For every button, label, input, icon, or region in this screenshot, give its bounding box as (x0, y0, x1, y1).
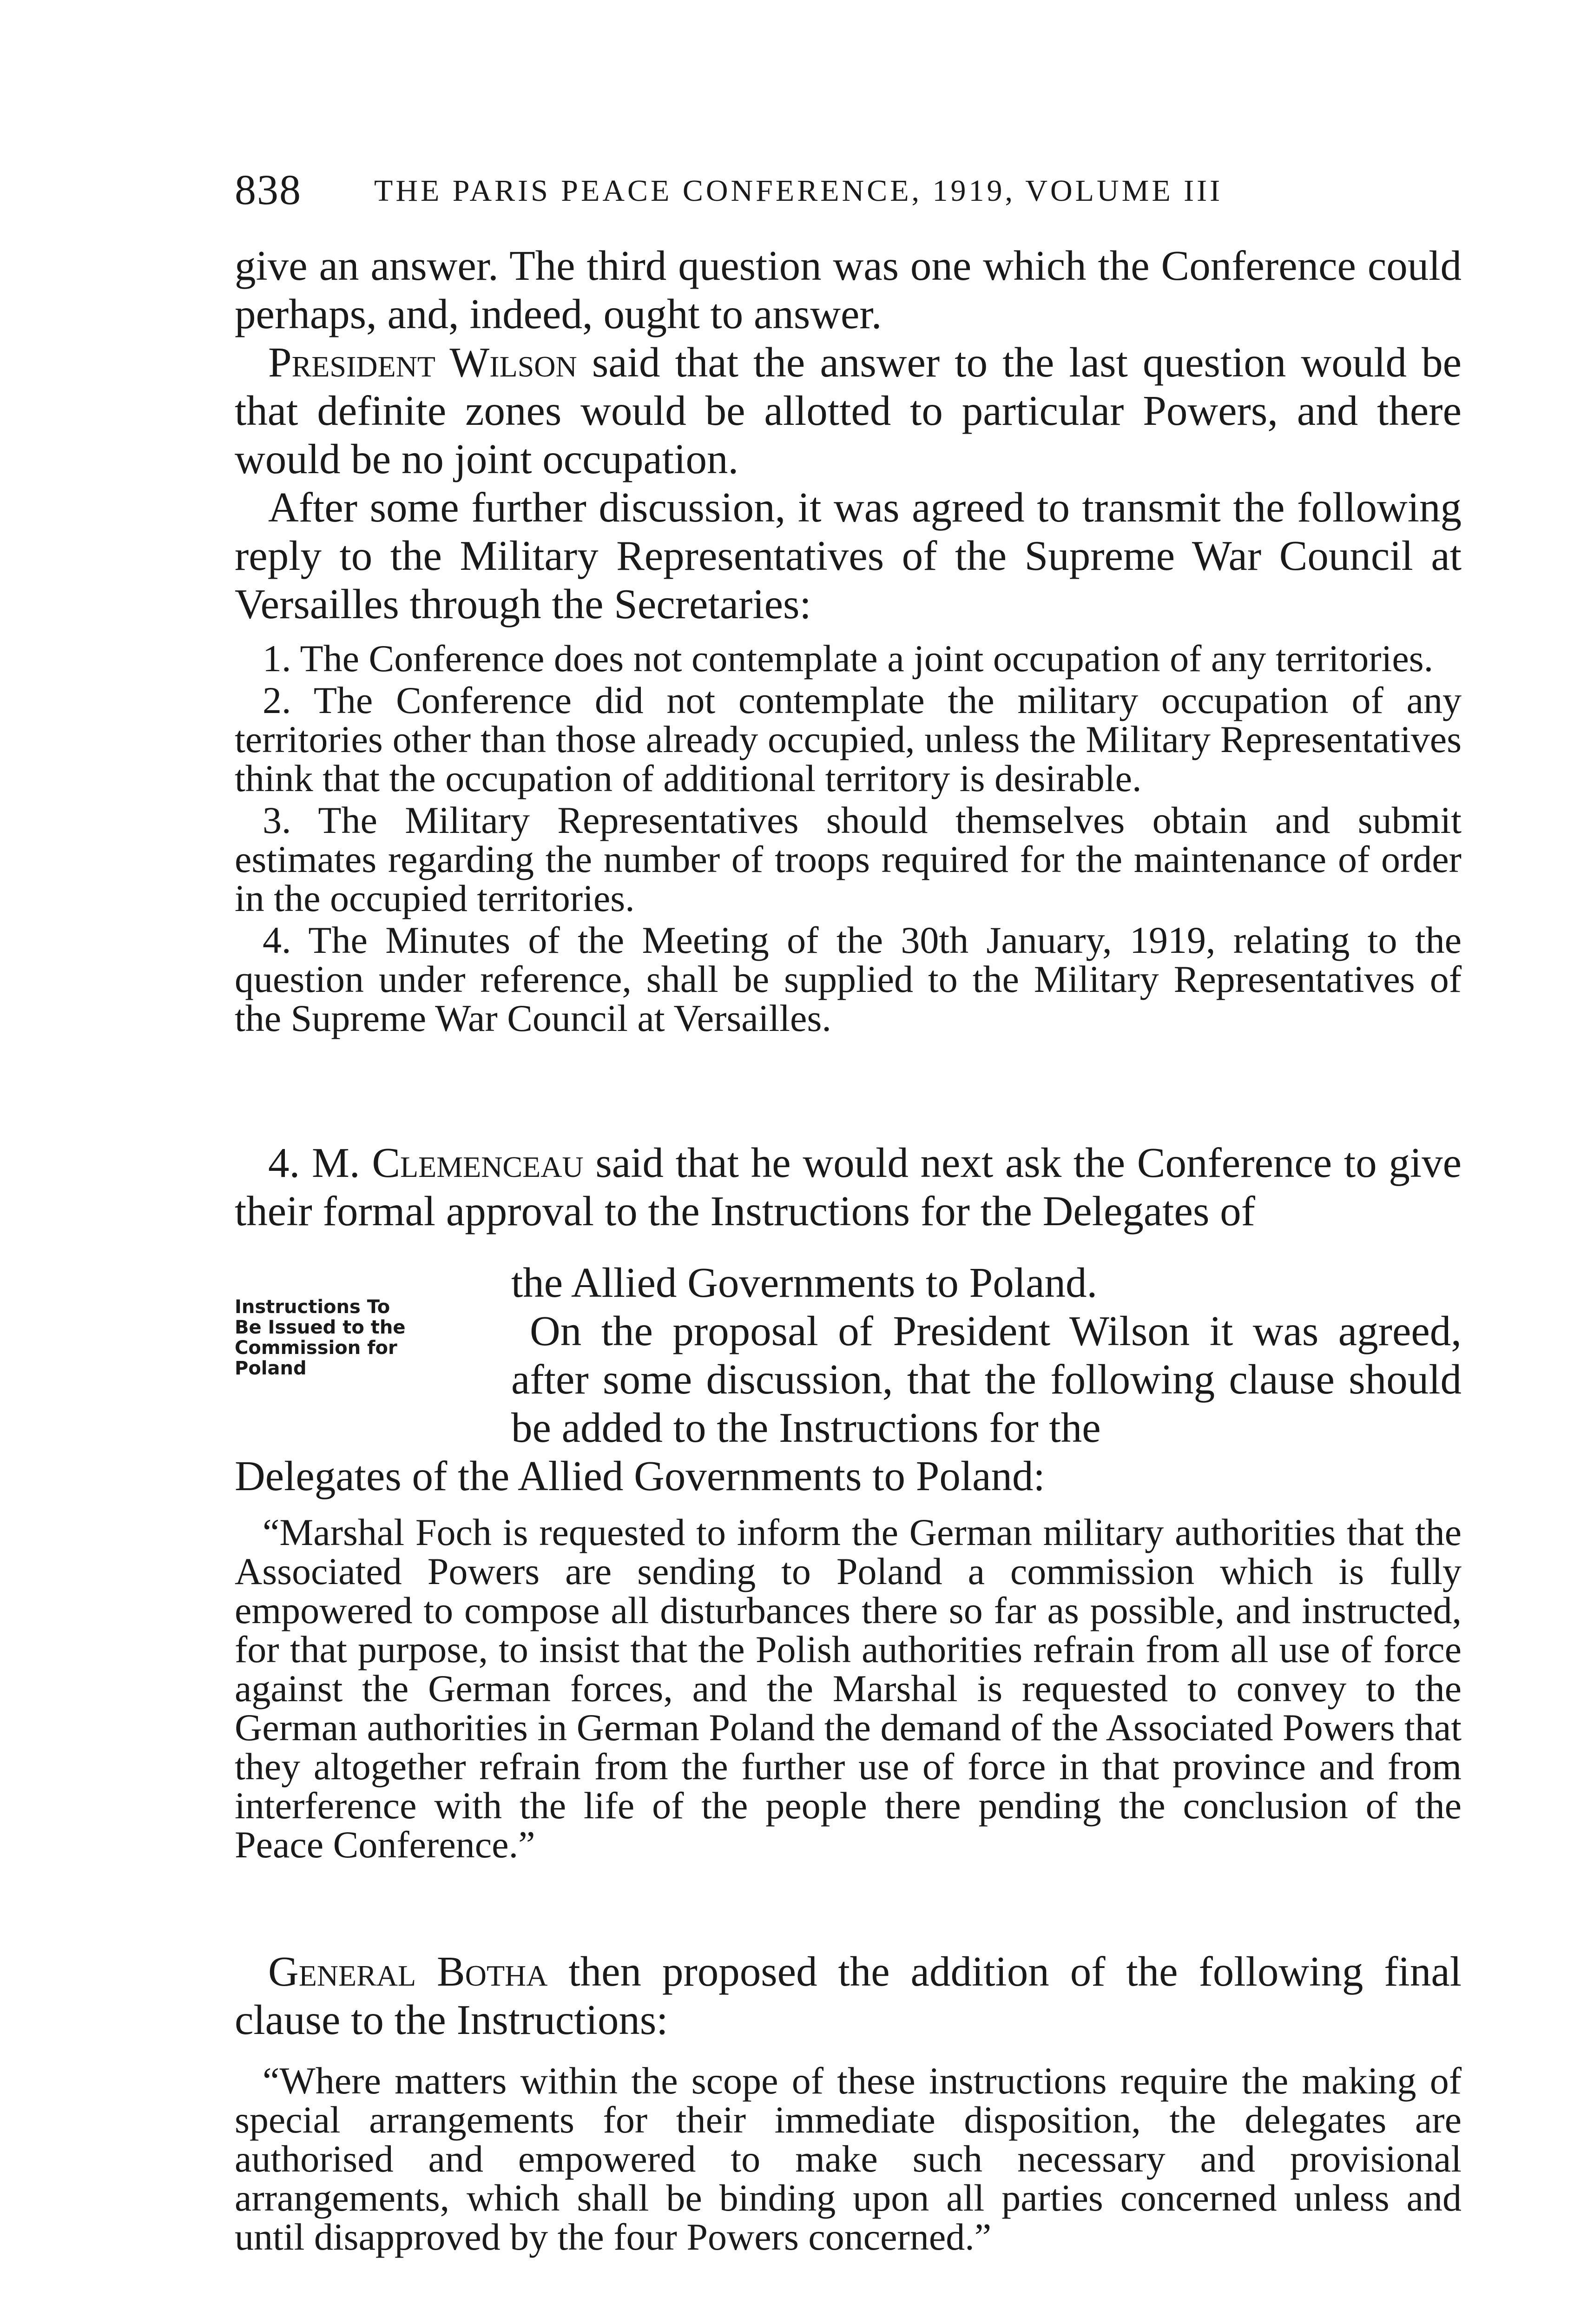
paragraph-agreed: After some further discussion, it was agreed to transmit the following reply to the Military Representatives of the Supreme War Council at Versailles through the Secretaries: (235, 484, 1462, 627)
running-title: THE PARIS PEACE CONFERENCE, 1919, VOLUME III (374, 174, 1223, 208)
paragraph-answer: give an answer. The third question was one which the Conference could perhaps, and, indeed, ought to answer. (235, 242, 1462, 337)
speaker-botha: General Botha (268, 1948, 548, 1995)
quote-botha-text: “Where matters within the scope of these instructions require the making of special arrangements for their immediate disposition, the delegates are authorised and empowered to make such necessary and provisional arrangements, which shall be binding upon all parties concerned unless and until disapproved by the four Powers concerned.” (235, 2060, 1462, 2258)
page-number: 838 (235, 166, 302, 213)
item4-paragraph (235, 1139, 1462, 1235)
speaker-clemenceau: Clemenceau (372, 1139, 584, 1186)
reply-item-1: 1. The Conference does not contemplate a joint occupation of any territories. (263, 637, 1434, 680)
item4-wrapped-text (511, 1259, 1462, 1452)
margin-note-line: Instructions To (235, 1296, 390, 1318)
item4-text-a: said that he would next ask the Conference to give their formal approval to the Instructions for the Delegates of (235, 1139, 1462, 1235)
reply-item-4: 4. The Minutes of the Meeting of the 30th January, 1919, relating to the question under reference, shall be supplied to the Military Representatives of the Supreme War Council at Versailles. (235, 919, 1462, 1039)
quote-foch (235, 1513, 1462, 1864)
botha-text: then proposed the addition of the following final clause to the Instructions: (235, 1948, 1462, 2043)
item4-text-b: the Allied Governments to Poland. (511, 1259, 1098, 1306)
margin-note-line: Be Issued to the (235, 1317, 406, 1338)
quote-foch-text: “Marshal Foch is requested to inform the German military authorities that the Associated Powers are sending to Poland a commission which is fully empowered to compose all disturbances there so far as possible, and instructed, for that purpose, to insist that the Polish authorities refrain from all use of force against the German forces, and the Marshal is requested to convey to the German authorities in German Poland the demand of the Associated Powers that they altogether refrain from the further use of force in that province and from interference with the life of the people there pending the conclusion of the Peace Conference.” (235, 1511, 1462, 1866)
reply-item-3: 3. The Military Representatives should themselves obtain and submit estimates regarding the number of troops required for the maintenance of order in the occupied territories. (235, 799, 1462, 919)
margin-note-line: Commission for (235, 1337, 397, 1359)
item4-text-c: On the proposal of President Wilson it was agreed, after some discussion, that the following clause should be added to the Instructions for the (511, 1307, 1462, 1451)
quote-botha (235, 2061, 1462, 2257)
item4-intro (235, 1139, 1462, 1235)
margin-note-line: Poland (235, 1358, 307, 1379)
item4-continuation (235, 1452, 1462, 1500)
margin-note (235, 1297, 476, 1379)
reply-list (235, 639, 1462, 1041)
page-header (235, 165, 1462, 216)
botha-paragraph (235, 1948, 1462, 2044)
speaker-wilson: President Wilson (268, 339, 577, 386)
item4-number: 4. M. (268, 1139, 372, 1186)
paragraph-botha (235, 1948, 1462, 2044)
reply-item-2: 2. The Conference did not contemplate the military occupation of any territories other than those already occupied, unless the Military Representatives think that the occupation of additional territory is desirable. (235, 679, 1462, 799)
paragraph-wilson (235, 338, 1462, 483)
wilson-statement: said that the answer to the last question would be that definite zones would be allotted to particular Powers, and there would be no joint occupation. (235, 339, 1462, 482)
opening-paragraphs (235, 242, 1462, 628)
item4-text-d: Delegates of the Allied Governments to Poland: (235, 1452, 1045, 1499)
